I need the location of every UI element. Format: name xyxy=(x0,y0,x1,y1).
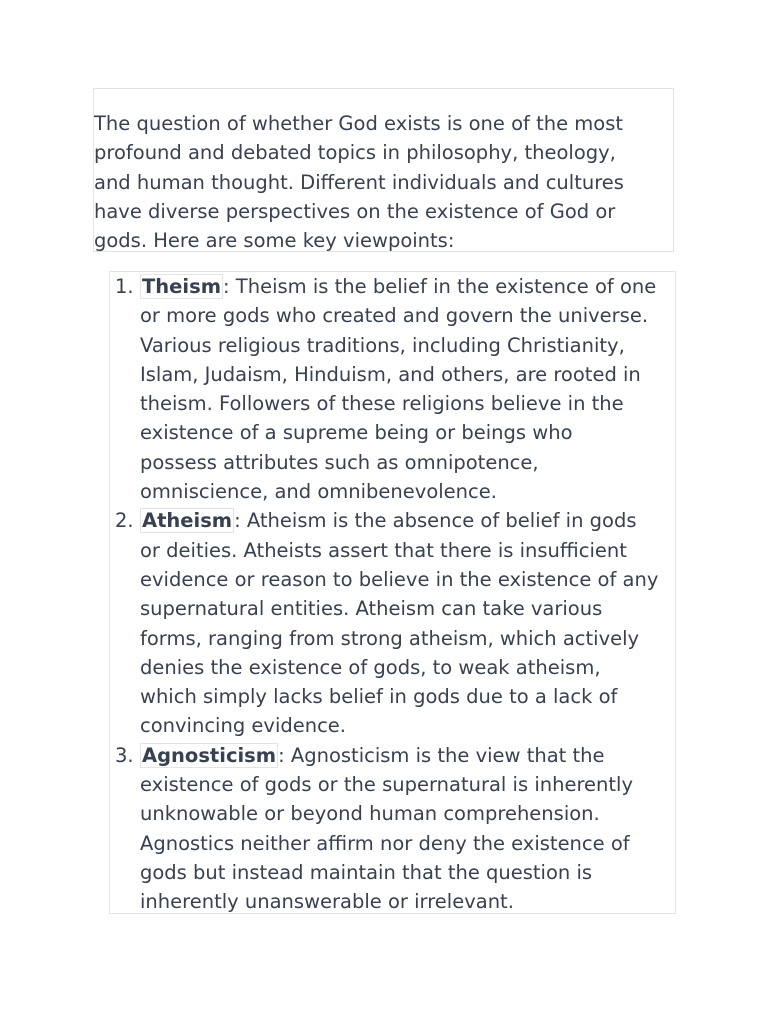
term-theism: Theism xyxy=(142,275,222,298)
viewpoint-line: supernatural entities. Atheism can take various xyxy=(140,597,603,621)
viewpoint-item-atheism xyxy=(115,506,675,740)
intro-paragraph xyxy=(93,88,674,252)
viewpoint-item-theism xyxy=(115,272,675,506)
viewpoint-line: Islam, Judaism, Hinduism, and others, are rooted in xyxy=(140,362,641,386)
viewpoint-line: forms, ranging from strong atheism, which actively xyxy=(140,626,640,650)
viewpoint-line: Agnostics neither affirm nor deny the existence of xyxy=(140,831,630,855)
intro-line: The question of whether God exists is one of the most xyxy=(94,112,624,135)
viewpoint-line: gods but instead maintain that the question is xyxy=(140,860,593,884)
term-agnosticism: Agnosticism xyxy=(142,743,277,767)
viewpoint-item-agnosticism xyxy=(115,741,675,917)
viewpoint-line: convincing evidence. xyxy=(140,714,347,738)
viewpoint-line: possess attributes such as omnipotence, xyxy=(140,450,539,474)
viewpoint-line: inherently unanswerable or irrelevant. xyxy=(140,890,514,914)
viewpoint-line: or deities. Atheists assert that there is insufficient xyxy=(140,538,627,562)
viewpoints-list-box xyxy=(109,271,676,914)
viewpoint-first-line xyxy=(140,272,675,301)
viewpoint-first-line xyxy=(140,506,675,535)
term-atheism: Atheism xyxy=(142,509,233,533)
viewpoints-list xyxy=(110,272,675,917)
viewpoint-first-line xyxy=(140,741,675,770)
viewpoint-text: : Theism is the belief in the existence of one xyxy=(223,275,657,298)
viewpoint-text: : Agnosticism is the view that the xyxy=(278,743,605,767)
list-number: 3. xyxy=(115,743,134,767)
viewpoint-line: Various religious traditions, including Christianity, xyxy=(140,333,625,357)
viewpoint-line: or more gods who created and govern the universe. xyxy=(140,304,649,328)
list-number: 2. xyxy=(115,509,134,533)
viewpoint-line: denies the existence of gods, to weak atheism, xyxy=(140,655,601,679)
intro-line: gods. Here are some key viewpoints: xyxy=(94,229,455,253)
viewpoint-line: omniscience, and omnibenevolence. xyxy=(140,480,497,504)
intro-line: profound and debated topics in philosophy, theology, xyxy=(94,141,616,165)
intro-line: have diverse perspectives on the existence of God or xyxy=(94,199,616,223)
viewpoint-line: which simply lacks belief in gods due to a lack of xyxy=(140,685,618,709)
viewpoint-line: existence of a supreme being or beings who xyxy=(140,421,573,445)
viewpoint-line: unknowable or beyond human comprehension. xyxy=(140,802,600,826)
intro-line: and human thought. Different individuals and cultures xyxy=(94,170,624,194)
viewpoint-line: theism. Followers of these religions believe in the xyxy=(140,392,624,416)
list-number: 1. xyxy=(115,275,134,298)
viewpoint-line: evidence or reason to believe in the existence of any xyxy=(140,567,659,591)
viewpoint-text: : Atheism is the absence of belief in gods xyxy=(234,509,637,533)
viewpoint-line: existence of gods or the supernatural is inherently xyxy=(140,773,633,797)
